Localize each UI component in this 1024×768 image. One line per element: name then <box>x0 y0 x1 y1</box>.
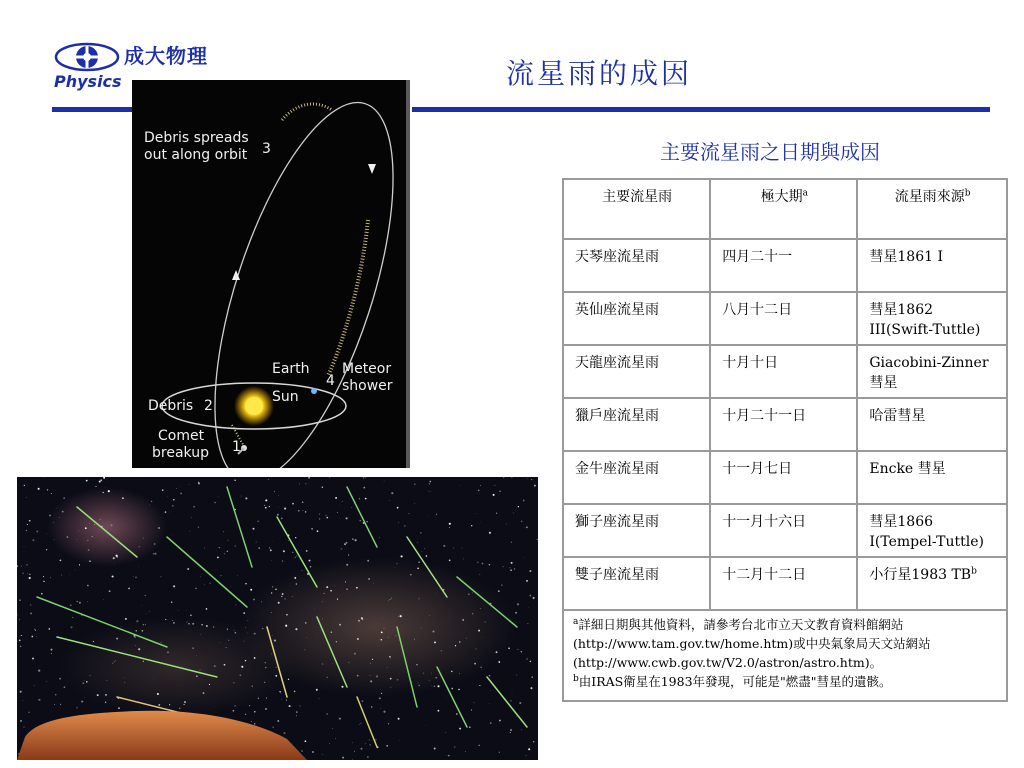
table-cell: 四月二十一 <box>710 239 857 292</box>
table-cell: 十月十日 <box>710 345 857 398</box>
table-cell: 雙子座流星雨 <box>563 557 710 610</box>
label-sun: Sun <box>272 389 299 405</box>
meteor-shower-table <box>562 178 1008 702</box>
header-rule-right <box>412 107 990 112</box>
earth-icon <box>311 388 317 394</box>
label-comet: Comet <box>158 428 205 444</box>
table-row <box>563 292 1007 345</box>
table-cell: 小行星1983 $TB^b$ <box>857 557 1007 610</box>
footnote-b: $^b$由IRAS衛星在1983年發現，可能是"燃盡"彗星的遺骸。 <box>573 673 892 689</box>
footnote-a-line2: (http://www.tam.gov.tw/home.htm)或中央氣象局天文站網站 <box>573 636 931 651</box>
table-caption: 主要流星雨之日期與成因 <box>660 140 880 164</box>
table-cell: 英仙座流星雨 <box>563 292 710 345</box>
label-out-along-orbit: out along orbit <box>144 147 248 163</box>
header-cell: 極大期$^a$ <box>710 179 857 239</box>
table-cell: 十一月七日 <box>710 451 857 504</box>
table-cell: 彗星1866 I(Tempel-Tuttle) <box>857 504 1007 557</box>
debris-trail-upper <box>282 104 332 120</box>
logo-text-en: Physics <box>54 72 122 91</box>
header-cell: 流星雨來源$^b$ <box>857 179 1007 239</box>
table-row <box>563 557 1007 610</box>
label-debris: Debris <box>148 398 194 414</box>
label-shower: shower <box>342 378 393 394</box>
label-meteor: Meteor <box>342 361 392 377</box>
table-footnotes <box>563 610 1007 701</box>
label-step-1: 1 <box>232 439 241 455</box>
table-row <box>563 504 1007 557</box>
table-row <box>563 451 1007 504</box>
label-earth: Earth <box>272 361 310 377</box>
table-cell: 金牛座流星雨 <box>563 451 710 504</box>
label-step-4: 4 <box>326 373 335 389</box>
table-cell: 哈雷彗星 <box>857 398 1007 451</box>
table-cell: 天琴座流星雨 <box>563 239 710 292</box>
diagram-shadow <box>406 80 410 468</box>
table-cell: Encke 彗星 <box>857 451 1007 504</box>
table-cell: 獵戶座流星雨 <box>563 398 710 451</box>
eye-logo-icon <box>54 42 120 72</box>
table-cell: 十二月十二日 <box>710 557 857 610</box>
label-debris-spreads: Debris spreads <box>144 130 249 146</box>
meteor-shower-photo <box>17 477 538 760</box>
table-cell: 彗星1861 I <box>857 239 1007 292</box>
footnote-a: $^a$詳細日期與其他資料，請參考台北市立天文教育資料館網站 <box>573 616 904 632</box>
page-title: 流星雨的成因 <box>506 57 693 90</box>
table-cell: 十月二十一日 <box>710 398 857 451</box>
table-cell: 八月十二日 <box>710 292 857 345</box>
table-cell: 十一月十六日 <box>710 504 857 557</box>
table-row <box>563 345 1007 398</box>
label-breakup: breakup <box>152 445 209 461</box>
table-cell: Giacobini-Zinner 彗星 <box>857 345 1007 398</box>
header-cell: 主要流星雨 <box>563 179 710 239</box>
label-step-3: 3 <box>262 141 271 157</box>
table-row <box>563 398 1007 451</box>
table-cell: 彗星1862 III(Swift-Tuttle) <box>857 292 1007 345</box>
logo-text-cn: 成大物理 <box>124 44 208 68</box>
orbit-arrow-down <box>368 164 376 174</box>
meteor-sky-art <box>17 477 538 760</box>
comet-orbit-diagram <box>132 80 406 468</box>
label-step-2: 2 <box>204 398 213 414</box>
table-header-row <box>563 179 1007 239</box>
table-notes-row <box>563 610 1007 701</box>
debris-trail-right <box>328 220 368 376</box>
table-row <box>563 239 1007 292</box>
table-cell: 獅子座流星雨 <box>563 504 710 557</box>
table-cell: 天龍座流星雨 <box>563 345 710 398</box>
footnote-a-line3: (http://www.cwb.gov.tw/V2.0/astron/astro.htm)。 <box>573 655 883 670</box>
header-rule-left <box>52 107 132 112</box>
